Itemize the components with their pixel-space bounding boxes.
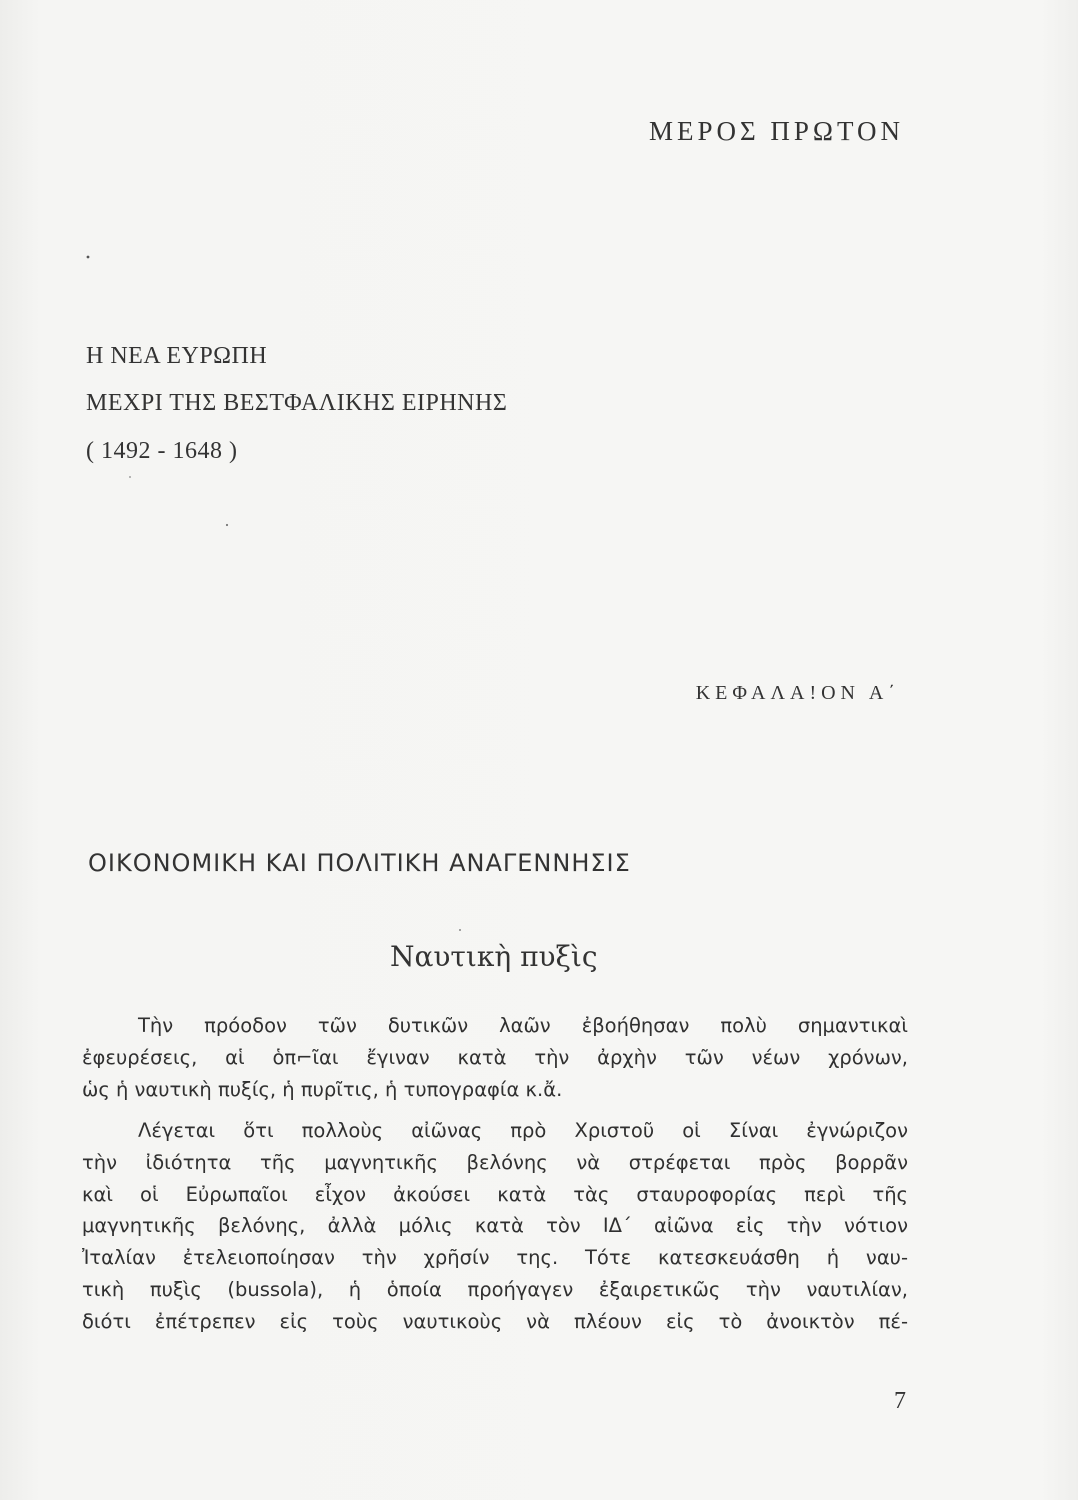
book-title-date-range: ( 1492 - 1648 )	[86, 438, 238, 464]
chapter-label: ΚΕΦΑΛΑ!ΟΝ Α΄	[695, 682, 900, 704]
paragraph-line: Λέγεται ὅτι πολλοὺς αἰῶνας πρὸ Χριστοῦ οἱ Σίναι ἐγνώριζον	[138, 1119, 908, 1142]
ink-speck	[87, 256, 90, 259]
ink-speck	[129, 476, 131, 478]
paragraph-line: μαγνητικῆς βελόνης, ἀλλὰ μόλις κατὰ τὸν ΙΔ΄ αἰῶνα εἰς τὴν νότιον	[82, 1214, 908, 1238]
page-number: 7	[894, 1388, 906, 1414]
chapter-title: ΟΙΚΟΝΟΜΙΚΗ ΚΑΙ ΠΟΛΙΤΙΚΗ ΑΝΑΓΕΝΝΗΣΙΣ	[88, 849, 631, 877]
paragraph-2	[82, 1115, 908, 1338]
ink-speck	[226, 524, 228, 526]
section-title: Ναυτικὴ πυξὶς	[390, 940, 598, 973]
part-title: ΜΕΡΟΣ ΠΡΩΤΟΝ	[648, 116, 904, 146]
paragraph-line: Ἰταλίαν ἐτελειοποίησαν τὴν χρῆσίν της. Τότε κατεσκευάσθη ἡ ναυ-	[82, 1246, 908, 1270]
paragraph-1	[82, 1010, 908, 1105]
paragraph-line: Τὴν πρόοδον τῶν δυτικῶν λαῶν ἐβοήθησαν πολὺ σημαντικαὶ	[138, 1014, 908, 1037]
paragraph-line: διότι ἐπέτρεπεν εἰς τοὺς ναυτικοὺς νὰ πλέουν εἰς τὸ ἀνοικτὸν πέ-	[82, 1309, 908, 1333]
paragraph-line: τικὴ πυξὶς (bussola), ἡ ὁποία προήγαγεν ἐξαιρετικῶς τὴν ναυτιλίαν,	[82, 1277, 908, 1301]
paragraph-line: καὶ οἱ Εὐρωπαῖοι εἶχον ἀκούσει κατὰ τὰς σταυροφορίας περὶ τῆς	[82, 1182, 908, 1206]
paragraph-line: τὴν ἰδιότητα τῆς μαγνητικῆς βελόνης νὰ στρέφεται πρὸς βορρᾶν	[82, 1150, 908, 1174]
paragraph-line: ὡς ἡ ναυτικὴ πυξίς, ἡ πυρῖτις, ἡ τυπογραφία κ.ἄ.	[82, 1077, 563, 1101]
book-title-line-2: ΜΕΧΡΙ ΤΗΣ ΒΕΣΤΦΑΛΙΚΗΣ ΕΙΡΗΝΗΣ	[86, 390, 508, 416]
paragraph-line: ἐφευρέσεις, αἱ ὁπ⌐ῖαι ἔγιναν κατὰ τὴν ἀρχὴν τῶν νέων χρόνων,	[82, 1045, 908, 1069]
ink-speck	[459, 929, 461, 931]
book-title-line-1: Η ΝΕΑ ΕΥΡΩΠΗ	[86, 343, 268, 369]
